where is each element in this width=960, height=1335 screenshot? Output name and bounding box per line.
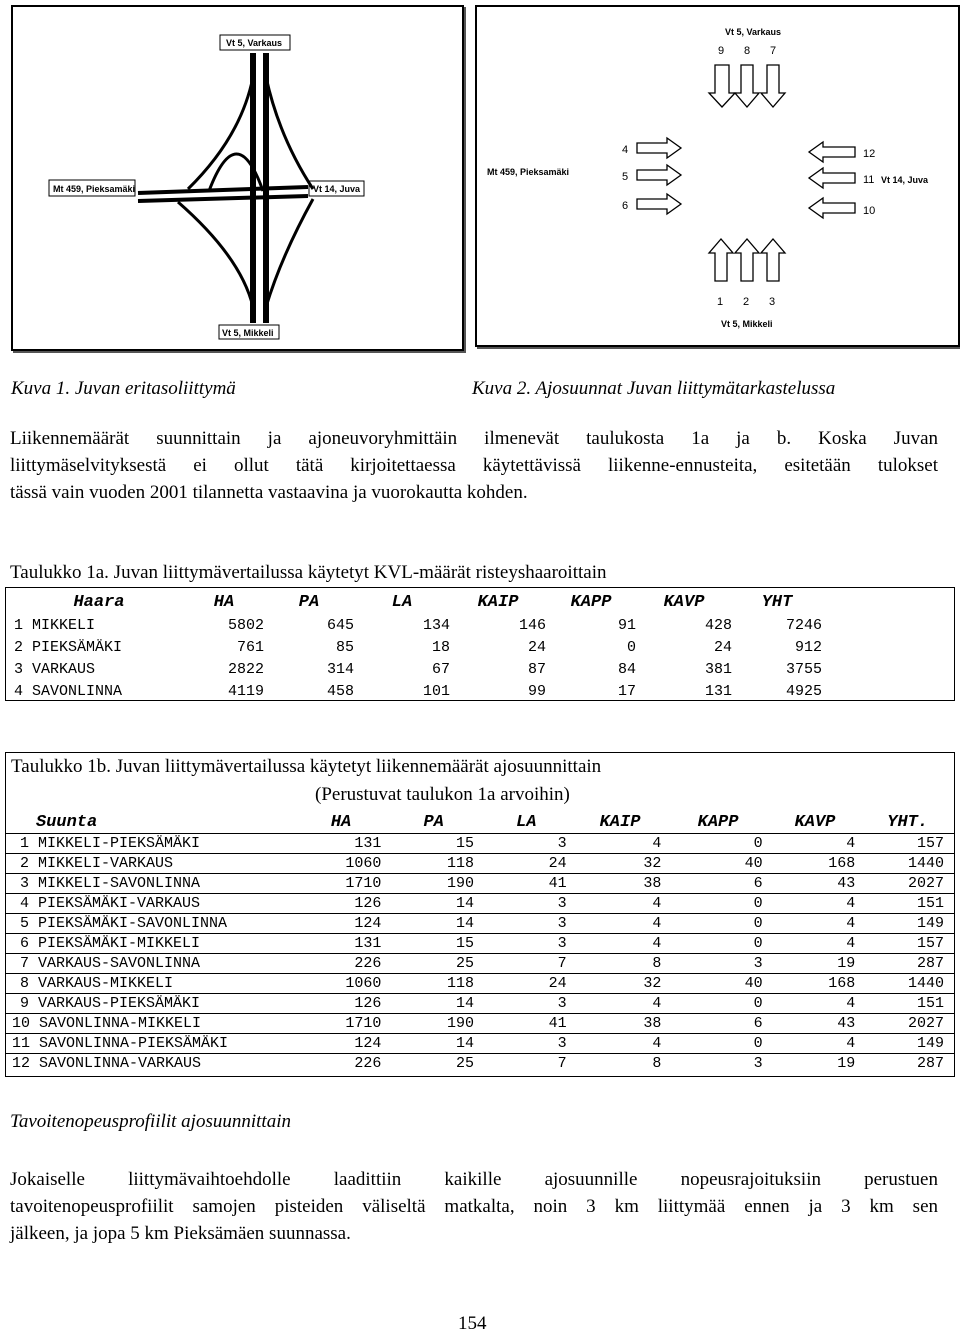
table-cell: 0 — [667, 894, 768, 914]
fig2-num-7: 7 — [770, 45, 777, 57]
fig1-label-south: Vt 5, Mikkeli — [222, 328, 274, 338]
fig2-label-west: Mt 459, Pieksamäki — [487, 167, 570, 177]
table-cell: 14 — [387, 914, 480, 934]
table-row — [6, 874, 954, 894]
t1-header-ha: HA — [213, 592, 235, 612]
table-cell: 118 — [387, 854, 480, 874]
table-row — [6, 974, 954, 994]
table-row — [6, 894, 954, 914]
intro-line-3: tässä vain vuoden 2001 tilannetta vastaavina ja vuorokautta kohden. — [10, 482, 528, 503]
table-cell: 0 — [626, 638, 636, 656]
t2-header-pa: PA — [423, 812, 444, 832]
table-cell: 1710 — [295, 1014, 388, 1034]
table-cell: 2822 — [227, 660, 264, 678]
t2-header-yht: YHT. — [887, 812, 929, 832]
table-cell: 134 — [422, 616, 450, 634]
figure-2-turning-movements-diagram — [475, 5, 960, 347]
table-row — [6, 914, 954, 934]
table-cell: 24 — [480, 974, 573, 994]
page-number: 154 — [458, 1313, 487, 1334]
table-cell: 3 — [480, 1034, 573, 1054]
table-cell: 15 — [387, 934, 480, 954]
table-cell: 1060 — [295, 854, 388, 874]
fig2-num-3: 3 — [769, 296, 776, 308]
intro-line-1: Liikennemäärät suunnittain ja ajoneuvoryhmittäin ilmenevät taulukosta 1a ja b. Koska Juvan — [10, 428, 938, 449]
table-1b-box — [5, 752, 955, 1077]
table-cell: 15 — [387, 834, 480, 854]
table-cell: 14 — [387, 894, 480, 914]
table-cell: 118 — [387, 974, 480, 994]
table-cell: 1 MIKKELI-PIEKSÄMÄKI — [6, 834, 295, 854]
table-cell: 7 VARKAUS-SAVONLINNA — [6, 954, 295, 974]
table-cell: 3755 — [785, 660, 822, 678]
t2-header-suunta: Suunta — [36, 812, 98, 832]
table-cell: 2027 — [861, 1014, 954, 1034]
table-cell: 8 — [573, 954, 668, 974]
table-cell: 18 — [431, 638, 450, 656]
table-1b — [6, 811, 954, 1073]
table-cell: 458 — [326, 682, 354, 700]
table-cell: 41 — [480, 874, 573, 894]
table-cell: 149 — [861, 914, 954, 934]
table-cell: 4119 — [227, 682, 264, 700]
table-cell: 157 — [861, 934, 954, 954]
table-cell: 4 — [769, 914, 862, 934]
fig2-num-11: 11 — [863, 174, 875, 186]
table-cell: 4925 — [785, 682, 822, 700]
table-cell: 43 — [769, 1014, 862, 1034]
fig2-num-12: 12 — [863, 148, 876, 160]
table-cell: 8 VARKAUS-MIKKELI — [6, 974, 295, 994]
table-row — [6, 934, 954, 954]
table-cell: 126 — [295, 894, 388, 914]
figure-1-interchange-diagram — [11, 5, 464, 351]
caption-kuva-2: Kuva 2. Ajosuunnat Juvan liittymätarkastelussa — [472, 378, 836, 399]
table-cell: 126 — [295, 994, 388, 1014]
table-cell: 0 — [667, 834, 768, 854]
t2-header-kavp: KAVP — [794, 812, 836, 832]
table-row — [6, 834, 954, 854]
table-cell: 1440 — [861, 854, 954, 874]
table-cell: 84 — [617, 660, 636, 678]
t1-header-haara: Haara — [73, 592, 125, 612]
table-cell: 19 — [769, 954, 862, 974]
fig1-label-east: Vt 14, Juva — [313, 184, 361, 194]
table-cell: 6 PIEKSÄMÄKI-MIKKELI — [6, 934, 295, 954]
table-cell: 1710 — [295, 874, 388, 894]
table-cell: 4 — [573, 934, 668, 954]
table-cell: 85 — [335, 638, 354, 656]
table-cell: 1440 — [861, 974, 954, 994]
intro-line-2: liittymäselvityksestä ei ollut tätä kirjoitettaessa käytettävissä liikenne-ennusteita, esitetään tulokset — [10, 455, 938, 476]
table-cell: 14 — [387, 1034, 480, 1054]
table-cell: 124 — [295, 1034, 388, 1054]
table-cell: 645 — [326, 616, 354, 634]
table-cell: 168 — [769, 974, 862, 994]
intro-paragraph — [10, 425, 938, 506]
t1-header-la: LA — [391, 592, 413, 612]
table-row — [14, 614, 822, 636]
table-cell: 131 — [295, 934, 388, 954]
table-1b-title: Taulukko 1b. Juvan liittymävertailussa käytetyt liikennemäärät ajosuunnittain — [11, 756, 602, 777]
table-row — [6, 1034, 954, 1054]
table-cell: 17 — [617, 682, 636, 700]
table-cell: 11 SAVONLINNA-PIEKSÄMÄKI — [6, 1034, 295, 1054]
fig2-num-5: 5 — [622, 171, 629, 183]
closing-line-2: tavoitenopeusprofiilit samojen pisteiden väliseltä matkalta, noin 3 km liittymää ennen ja 3 km sen — [10, 1196, 938, 1217]
table-cell: 99 — [527, 682, 546, 700]
table-cell: 5 PIEKSÄMÄKI-SAVONLINNA — [6, 914, 295, 934]
table-cell: 7 — [480, 954, 573, 974]
caption-kuva-1: Kuva 1. Juvan eritasoliittymä — [11, 378, 236, 399]
t2-header-kaip: KAIP — [599, 812, 641, 832]
table-cell: 131 — [704, 682, 732, 700]
table-1a-header — [14, 590, 822, 614]
table-cell: 4 — [769, 834, 862, 854]
table-cell: 25 — [387, 1054, 480, 1074]
table-cell: 287 — [861, 954, 954, 974]
table-cell: 761 — [236, 638, 264, 656]
closing-line-3: jälkeen, ja jopa 5 km Pieksämäen suunnassa. — [10, 1223, 351, 1244]
table-cell: 14 — [387, 994, 480, 1014]
table-cell: 0 — [667, 1034, 768, 1054]
table-cell: 6 — [667, 874, 768, 894]
table-cell: 4 — [573, 894, 668, 914]
table-cell: 12 SAVONLINNA-VARKAUS — [6, 1054, 295, 1074]
table-cell: 2 MIKKELI-VARKAUS — [6, 854, 295, 874]
table-cell: 226 — [295, 954, 388, 974]
table-cell: 4 — [769, 994, 862, 1014]
table-cell: 32 — [573, 974, 668, 994]
table-row — [6, 1014, 954, 1034]
section-heading: Tavoitenopeusprofiilit ajosuunnittain — [10, 1111, 291, 1132]
table-cell: 0 — [667, 994, 768, 1014]
table-cell: 38 — [573, 1014, 668, 1034]
table-cell: 3 — [480, 934, 573, 954]
table-row — [14, 658, 822, 680]
table-cell: 32 — [573, 854, 668, 874]
table-cell: 40 — [667, 974, 768, 994]
t1-header-kapp: KAPP — [570, 592, 612, 612]
table-cell: 5802 — [227, 616, 264, 634]
table-cell: 7 — [480, 1054, 573, 1074]
table-cell: 912 — [794, 638, 822, 656]
table-cell: 24 — [713, 638, 732, 656]
table-cell: 0 — [667, 914, 768, 934]
t1-header-yht: YHT — [761, 592, 793, 612]
table-cell: 287 — [861, 1054, 954, 1074]
table-cell: 3 MIKKELI-SAVONLINNA — [6, 874, 295, 894]
table-cell: 3 — [480, 894, 573, 914]
table-cell: 19 — [769, 1054, 862, 1074]
t1-header-pa: PA — [298, 592, 320, 612]
table-row — [6, 854, 954, 874]
table-cell: 157 — [861, 834, 954, 854]
table-row — [6, 1054, 954, 1074]
table-cell: 4 — [769, 894, 862, 914]
table-cell: 43 — [769, 874, 862, 894]
fig2-num-4: 4 — [622, 144, 629, 156]
table-cell: 6 — [667, 1014, 768, 1034]
table-cell: 314 — [326, 660, 354, 678]
table-cell: 3 — [667, 1054, 768, 1074]
closing-paragraph — [10, 1166, 938, 1247]
table-cell: 8 — [573, 1054, 668, 1074]
table-cell: 101 — [422, 682, 450, 700]
table-cell: 0 — [667, 934, 768, 954]
table-cell: 1 MIKKELI — [14, 616, 96, 634]
table-cell: 3 — [480, 914, 573, 934]
table-cell: 1060 — [295, 974, 388, 994]
table-cell: 151 — [861, 994, 954, 1014]
table-cell: 4 PIEKSÄMÄKI-VARKAUS — [6, 894, 295, 914]
fig2-num-6: 6 — [622, 200, 629, 212]
table-1a-title: Taulukko 1a. Juvan liittymävertailussa käytetyt KVL-määrät risteyshaaroittain — [10, 562, 607, 583]
table-cell: 3 VARKAUS — [14, 660, 96, 678]
table-cell: 4 — [573, 914, 668, 934]
table-cell: 190 — [387, 1014, 480, 1034]
table-cell: 168 — [769, 854, 862, 874]
t2-header-ha: HA — [330, 812, 352, 832]
table-1b-header — [6, 811, 954, 834]
fig2-label-east: Vt 14, Juva — [881, 175, 929, 185]
fig2-label-south: Vt 5, Mikkeli — [721, 319, 773, 329]
table-cell: 9 VARKAUS-PIEKSÄMÄKI — [6, 994, 295, 1014]
t2-header-la: LA — [516, 812, 537, 832]
table-cell: 38 — [573, 874, 668, 894]
table-cell: 124 — [295, 914, 388, 934]
table-cell: 4 — [573, 994, 668, 1014]
table-cell: 146 — [518, 616, 546, 634]
table-row — [14, 636, 822, 658]
fig2-label-north: Vt 5, Varkaus — [725, 27, 782, 37]
table-cell: 3 — [667, 954, 768, 974]
table-cell: 10 SAVONLINNA-MIKKELI — [6, 1014, 295, 1034]
table-1a — [14, 590, 822, 702]
fig2-num-8: 8 — [744, 45, 751, 57]
table-cell: 24 — [527, 638, 546, 656]
table-cell: 2027 — [861, 874, 954, 894]
table-cell: 428 — [704, 616, 732, 634]
table-cell: 40 — [667, 854, 768, 874]
table-cell: 4 — [573, 834, 668, 854]
table-cell: 151 — [861, 894, 954, 914]
table-row — [6, 994, 954, 1014]
fig1-label-west: Mt 459, Pieksamäki — [53, 184, 136, 194]
closing-line-1: Jokaiselle liittymävaihtoehdolle laadittiin kaikille ajosuunnille nopeusrajoituksiin perustuen — [10, 1169, 938, 1190]
fig1-label-north: Vt 5, Varkaus — [226, 38, 283, 48]
table-cell: 149 — [861, 1034, 954, 1054]
fig2-num-2: 2 — [743, 296, 750, 308]
table-row — [6, 954, 954, 974]
table-cell: 3 — [480, 994, 573, 1014]
table-row — [14, 680, 822, 702]
table-cell: 381 — [704, 660, 732, 678]
table-cell: 4 — [769, 934, 862, 954]
table-cell: 226 — [295, 1054, 388, 1074]
table-1a-box — [5, 587, 955, 701]
fig2-num-1: 1 — [717, 296, 724, 308]
table-cell: 4 SAVONLINNA — [14, 682, 123, 700]
table-cell: 3 — [480, 834, 573, 854]
table-cell: 91 — [617, 616, 636, 634]
t2-header-kapp: KAPP — [697, 812, 739, 832]
table-cell: 25 — [387, 954, 480, 974]
table-cell: 131 — [295, 834, 388, 854]
table-cell: 190 — [387, 874, 480, 894]
t1-header-kaip: KAIP — [477, 592, 519, 612]
table-cell: 24 — [480, 854, 573, 874]
table-cell: 41 — [480, 1014, 573, 1034]
fig2-num-9: 9 — [718, 45, 725, 57]
table-1b-subtitle: (Perustuvat taulukon 1a arvoihin) — [315, 784, 570, 805]
table-cell: 7246 — [785, 616, 822, 634]
table-cell: 4 — [769, 1034, 862, 1054]
t1-header-kavp: KAVP — [663, 592, 705, 612]
table-cell: 2 PIEKSÄMÄKI — [14, 638, 123, 656]
table-cell: 87 — [527, 660, 546, 678]
table-cell: 4 — [573, 1034, 668, 1054]
fig2-num-10: 10 — [863, 205, 876, 217]
table-cell: 67 — [431, 660, 450, 678]
